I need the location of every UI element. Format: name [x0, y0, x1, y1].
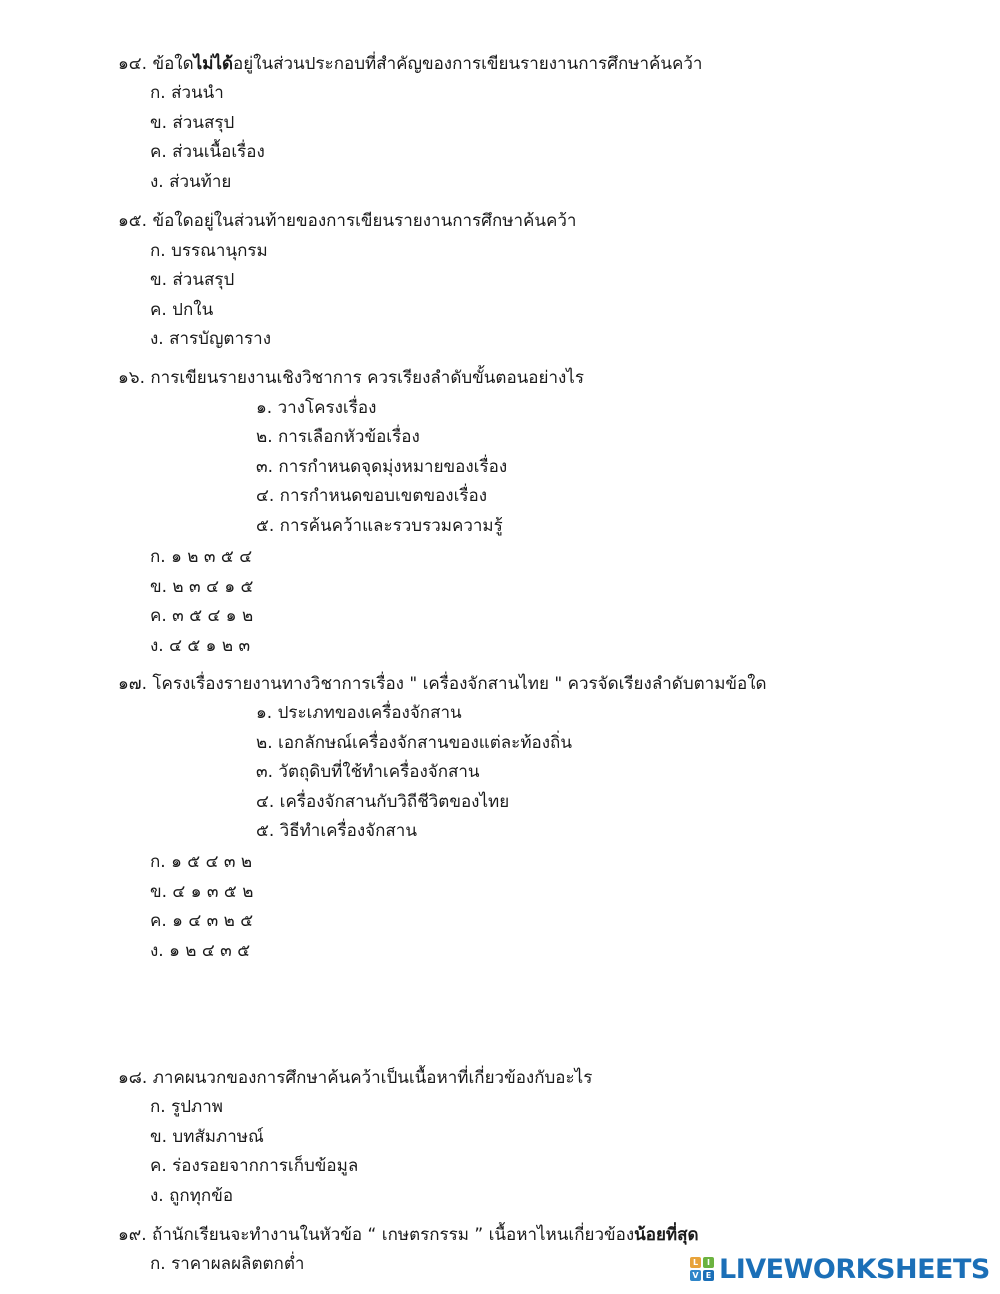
question-16: ๑๖. การเขียนรายงานเชิงวิชาการ ควรเรียงลำดับขั้นตอนอย่างไร [118, 368, 584, 388]
question-19 [118, 1223, 699, 1247]
q16-step-5: ๕. การค้นคว้าและรวบรวมความรู้ [256, 516, 503, 536]
question-19-emphasis: น้อยที่สุด [634, 1225, 699, 1245]
q16-step-1: ๑. วางโครงเรื่อง [256, 398, 377, 418]
q18-option-c: ค. ร่องรอยจากการเก็บข้อมูล [150, 1156, 359, 1176]
q18-option-b: ข. บทสัมภาษณ์ [150, 1127, 264, 1147]
q17-option-a: ก. ๑ ๕ ๔ ๓ ๒ [150, 852, 253, 872]
q17-step-3: ๓. วัตถุดิบที่ใช้ทำเครื่องจักสาน [256, 762, 480, 782]
q16-step-2: ๒. การเลือกหัวข้อเรื่อง [256, 427, 420, 447]
q17-step-1: ๑. ประเภทของเครื่องจักสาน [256, 703, 462, 723]
q14-option-d: ง. ส่วนท้าย [150, 172, 232, 192]
question-14-pre: ข้อใด [152, 54, 194, 74]
q17-option-d: ง. ๑ ๒ ๔ ๓ ๕ [150, 941, 251, 961]
q16-option-d: ง. ๔ ๕ ๑ ๒ ๓ [150, 636, 251, 656]
q14-option-b: ข. ส่วนสรุป [150, 113, 235, 133]
q18-option-d: ง. ถูกทุกข้อ [150, 1186, 234, 1206]
q19-option-a: ก. ราคาผลผลิตตกต่ำ [150, 1254, 305, 1274]
q16-step-3: ๓. การกำหนดจุดมุ่งหมายของเรื่อง [256, 457, 508, 477]
q15-option-c: ค. ปกใน [150, 300, 214, 320]
q17-option-b: ข. ๔ ๑ ๓ ๕ ๒ [150, 882, 254, 902]
question-14-prefix: ๑๔. [118, 54, 148, 74]
q15-option-d: ง. สารบัญตาราง [150, 329, 272, 349]
question-14-post: อยู่ในส่วนประกอบที่สำคัญของการเขียนรายงานการศึกษาค้นคว้า [233, 54, 703, 74]
q16-step-4: ๔. การกำหนดขอบเขตของเรื่อง [256, 486, 488, 506]
logo-icon-v: V [690, 1270, 701, 1281]
logo-icon-i: I [703, 1257, 714, 1268]
q17-step-5: ๕. วิธีทำเครื่องจักสาน [256, 821, 417, 841]
question-15: ๑๕. ข้อใดอยู่ในส่วนท้ายของการเขียนรายงานการศึกษาค้นคว้า [118, 211, 577, 231]
q17-option-c: ค. ๑ ๔ ๓ ๒ ๕ [150, 911, 254, 931]
logo-icon-l: L [690, 1257, 701, 1268]
question-19-pre: ๑๙. ถ้านักเรียนจะทำงานในหัวข้อ “ เกษตรกรรม ” เนื้อหาไหนเกี่ยวข้อง [118, 1225, 635, 1245]
liveworksheets-logo-icon [690, 1257, 714, 1281]
q16-option-c: ค. ๓ ๕ ๔ ๑ ๒ [150, 606, 254, 626]
question-18: ๑๘. ภาคผนวกของการศึกษาค้นคว้าเป็นเนื้อหาที่เกี่ยวข้องกับอะไร [118, 1068, 593, 1088]
logo-text: LIVEWORKSHEETS [719, 1253, 990, 1285]
q15-option-a: ก. บรรณานุกรม [150, 241, 268, 261]
q17-step-2: ๒. เอกลักษณ์เครื่องจักสานของแต่ละท้องถิ่น [256, 733, 572, 753]
q16-option-a: ก. ๑ ๒ ๓ ๕ ๔ [150, 547, 253, 567]
question-17: ๑๗. โครงเรื่องรายงานทางวิชาการเรื่อง " เครื่องจักสานไทย " ควรจัดเรียงลำดับตามข้อใด [118, 674, 767, 694]
logo-icon-e: E [703, 1270, 714, 1281]
q17-step-4: ๔. เครื่องจักสานกับวิถีชีวิตของไทย [256, 792, 510, 812]
q18-option-a: ก. รูปภาพ [150, 1097, 223, 1117]
question-14-emphasis: ไม่ได้ [193, 54, 233, 74]
liveworksheets-logo [690, 1254, 990, 1284]
q15-option-b: ข. ส่วนสรุป [150, 270, 235, 290]
q14-option-a: ก. ส่วนนำ [150, 83, 224, 103]
q14-option-c: ค. ส่วนเนื้อเรื่อง [150, 142, 265, 162]
question-14 [118, 52, 702, 76]
q16-option-b: ข. ๒ ๓ ๔ ๑ ๕ [150, 577, 254, 597]
